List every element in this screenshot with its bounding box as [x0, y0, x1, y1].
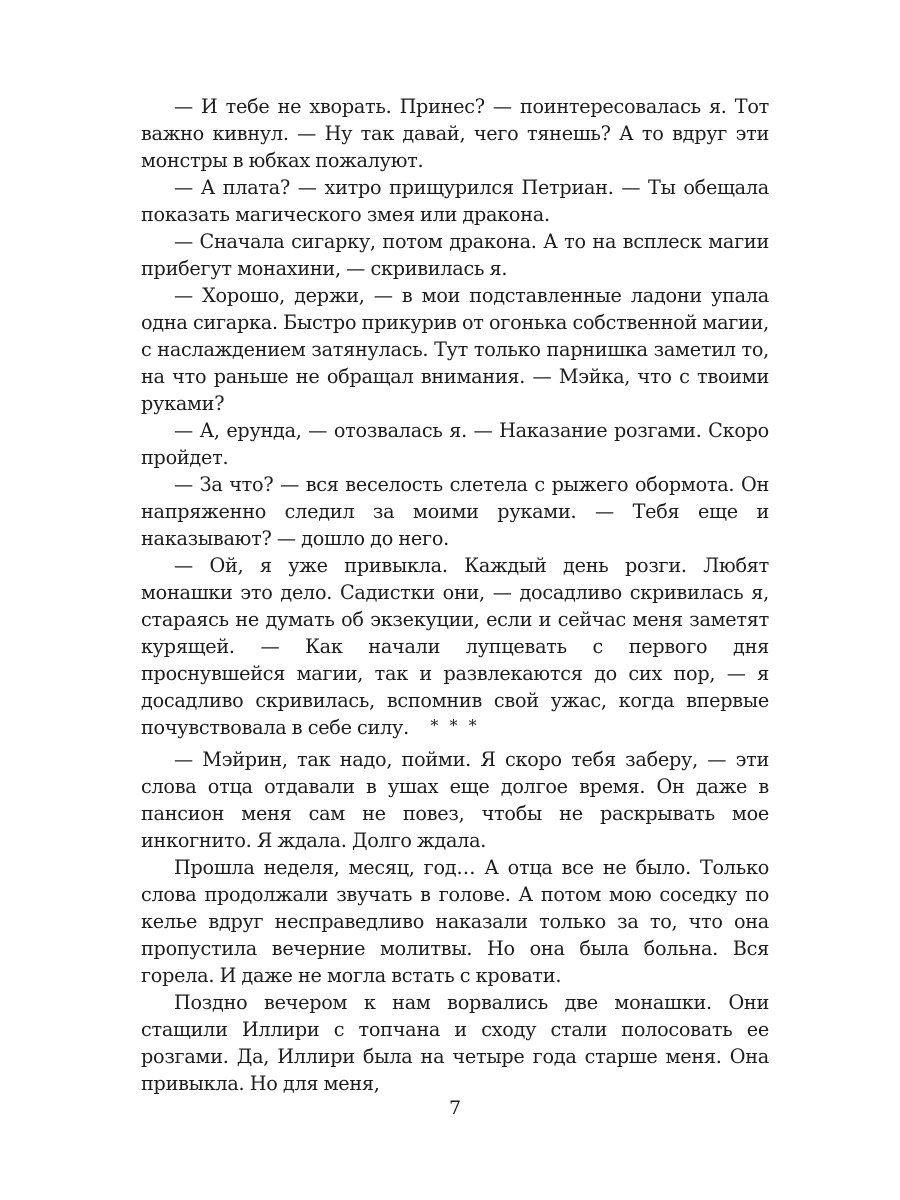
paragraph: Поздно вечером к нам ворвались две монашки. Они стащили Иллири с топчана и сходу стали полосовать ее розгами. Да, Иллири была на четыре года старше меня. Она привыкла. Но для меня, [141, 991, 769, 1095]
paragraph: — Мэйрин, так надо, пойми. Я скоро тебя заберу, — эти слова отца отдавали в ушах еще долгое время. Он даже в пансион меня сам не повез, чтобы не раскрывать мое инкогнито. Я ждала. Долго ждала. [141, 748, 769, 852]
paragraph: — Хорошо, держи, — в мои подставленные ладони упала одна сигарка. Быстро прикурив от огонька собственной магии, с наслаждением затянулась. Тут только парнишка заметил то, на что раньше не обращал внимания. — Мэйка, что с твоими руками? [141, 284, 769, 415]
text-section-after-break [141, 746, 769, 1097]
paragraph: — Ой, я уже привыкла. Каждый день розги. Любят монашки это дело. Садистки они, — досадливо скривилась я, стараясь не думать об экзекуции, если и сейчас меня заметят курящей. — Как начали лупцевать с первого дня проснувшейся магии, так и развлекаются до сих пор, — я досадливо скривилась, вспомнив свой ужас, когда впервые почувствовала в себе силу. [141, 554, 769, 739]
paragraph: — Сначала сигарку, потом дракона. А то на всплеск магии прибегут монахини, — скривилась я. [141, 230, 769, 280]
paragraph: — И тебе не хворать. Принес? — поинтересовалась я. Тот важно кивнул. — Ну так давай, чего тянешь? А то вдруг эти монстры в юбках пожалуют. [141, 95, 769, 172]
scene-break-separator: * * * [430, 716, 480, 735]
book-page [141, 0, 769, 1200]
paragraph: — А, ерунда, — отозвалась я. — Наказание розгами. Скоро пройдет. [141, 419, 769, 469]
text-section-before-break [141, 93, 769, 741]
page-number: 7 [448, 1097, 462, 1119]
paragraph: Прошла неделя, месяц, год… А отца все не было. Только слова продолжали звучать в голове. А потом мою соседку по келье вдруг несправедливо наказали только за то, что она пропустила вечерние молитвы. Но она была больна. Вся горела. И даже не могла встать с кровати. [141, 856, 769, 987]
paragraph: — За что? — вся веселость слетела с рыжего обормота. Он напряженно следил за моими руками. — Тебя еще и наказывают? — дошло до него. [141, 473, 769, 550]
paragraph: — А плата? — хитро прищурился Петриан. — Ты обещала показать магического змея или дракона. [141, 176, 769, 226]
